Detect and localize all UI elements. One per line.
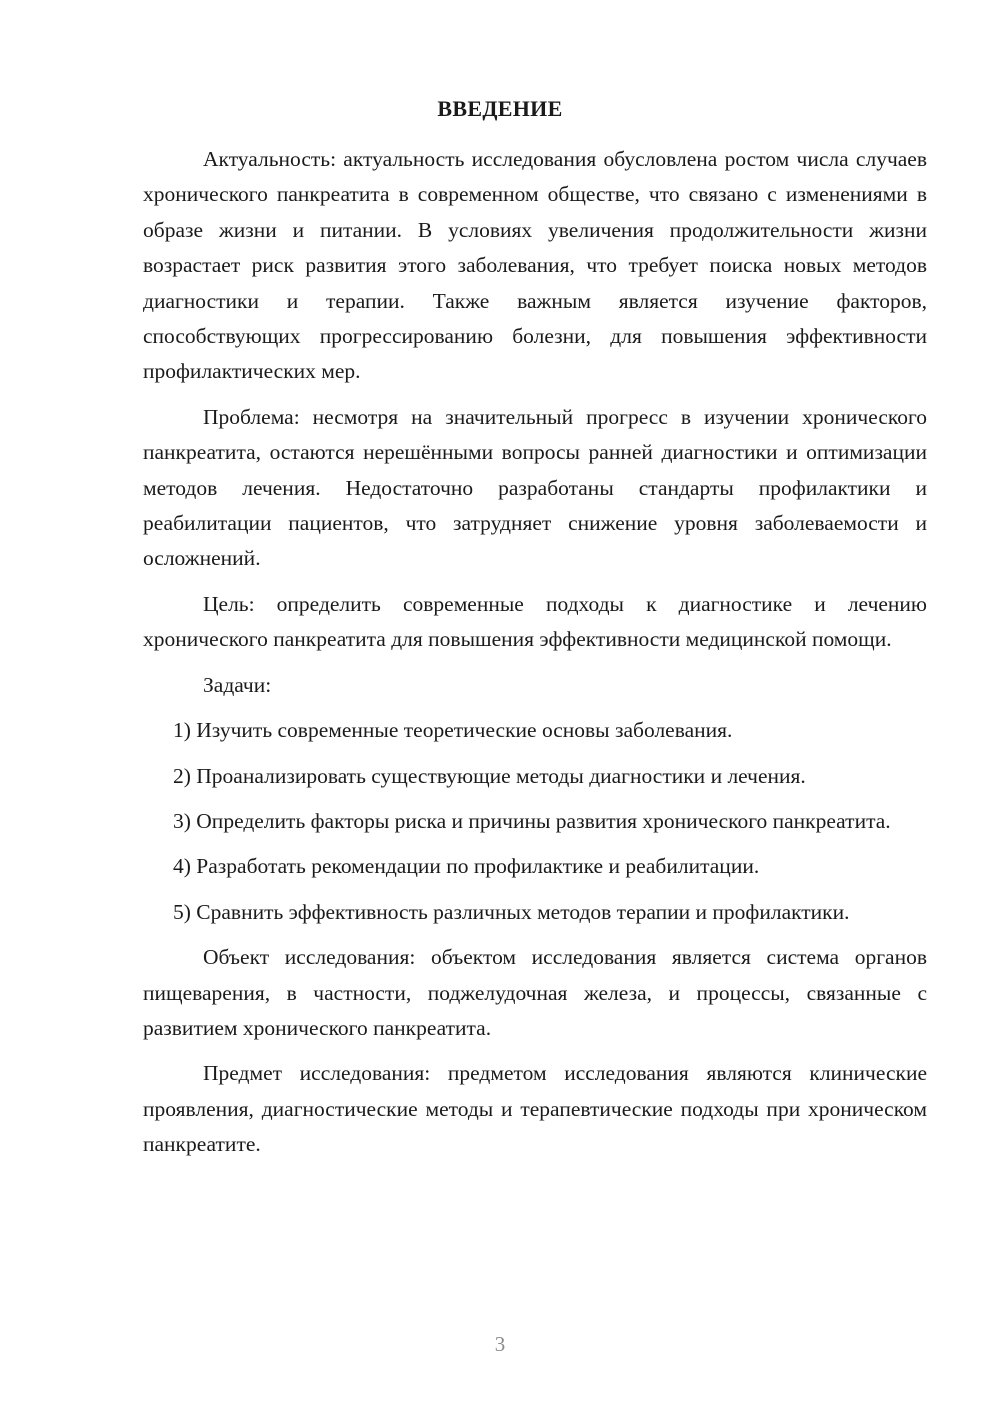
- task-item: 1) Изучить современные теоретические основы заболевания.: [173, 718, 733, 743]
- document-body: [143, 142, 927, 1173]
- task-item: 3) Определить факторы риска и причины развития хронического панкреатита.: [173, 808, 891, 833]
- paragraph-problem: Проблема: несмотря на значительный прогресс в изучении хронического панкреатита, остаются нерешёнными вопросы ранней диагностики и оптимизации методов лечения. Недостаточно разработаны стандарты профилактики и реабилитации пациентов, что затрудняет снижение уровня заболеваемости и осложнений.: [143, 404, 927, 571]
- task-item: 2) Проанализировать существующие методы диагностики и лечения.: [173, 763, 806, 788]
- paragraph-relevance: Актуальность: актуальность исследования обусловлена ростом числа случаев хронического панкреатита в современном обществе, что связано с изменениями в образе жизни и питании. В условиях увеличения продолжительности жизни возрастает риск развития этого заболевания, что требует поиска новых методов диагностики и терапии. Также важным является изучение факторов, способствующих прогрессированию болезни, для повышения эффективности профилактических мер.: [143, 147, 927, 384]
- task-item: 4) Разработать рекомендации по профилактике и реабилитации.: [173, 854, 760, 879]
- paragraph-object: Объект исследования: объектом исследования является система органов пищеварения, в частности, поджелудочная железа, и процессы, связанные с развитием хронического панкреатита.: [143, 945, 927, 1040]
- paragraph-subject: Предмет исследования: предметом исследования являются клинические проявления, диагностические методы и терапевтические подходы при хроническом панкреатите.: [143, 1061, 927, 1157]
- paragraph-goal: Цель: определить современные подходы к диагностике и лечению хронического панкреатита для повышения эффективности медицинской помощи.: [143, 591, 927, 652]
- page-title: ВВЕДЕНИЕ: [437, 96, 563, 121]
- tasks-heading: Задачи:: [203, 672, 272, 697]
- page-number: 3: [494, 1332, 506, 1356]
- task-item: 5) Сравнить эффективность различных методов терапии и профилактики.: [173, 899, 850, 924]
